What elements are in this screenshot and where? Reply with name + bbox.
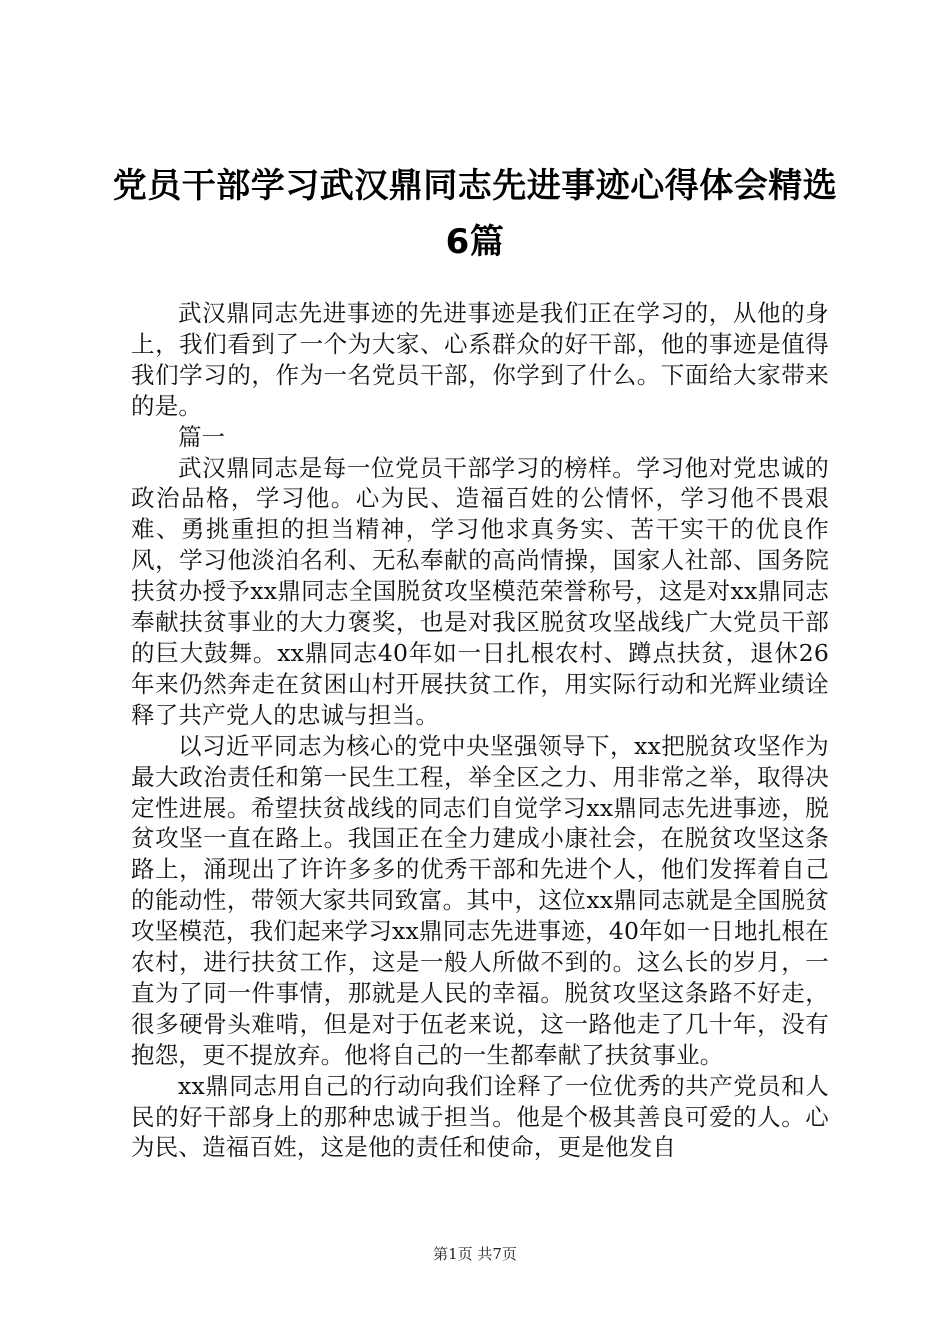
intro-paragraph: 武汉鼎同志先进事迹的先进事迹是我们正在学习的，从他的身上，我们看到了一个为大家、心系群众的好干部，他的事迹是值得我们学习的，作为一名党员干部，你学到了什么。下面给大家带来的是。 xyxy=(131,299,829,420)
body-paragraph: xx鼎同志用自己的行动向我们诠释了一位优秀的共产党员和人民的好干部身上的那种忠诚于担当。他是个极其善良可爱的人。心为民、造福百姓，这是他的责任和使命，更是他发自 xyxy=(131,1071,829,1162)
section-heading: 篇一 xyxy=(178,422,225,451)
body-paragraph: 以习近平同志为核心的党中央坚强领导下，xx把脱贫攻坚作为最大政治责任和第一民生工程，举全区之力、用非常之举，取得决定性进展。希望扶贫战线的同志们自觉学习xx鼎同志先进事迹，脱贫攻坚一直在路上。我国正在全力建成小康社会，在脱贫攻坚这条路上，涌现出了许许多多的优秀干部和先进个人，他们发挥着自己的能动性，带领大家共同致富。其中，这位xx鼎同志就是全国脱贫攻坚模范，我们起来学习xx鼎同志先进事迹，40年如一日地扎根在农村，进行扶贫工作，这是一般人所做不到的。这么长的岁月，一直为了同一件事情，那就是人民的幸福。脱贫攻坚这条路不好走，很多硬骨头难啃，但是对于伍老来说，这一路他走了几十年，没有抱怨，更不提放弃。他将自己的一生都奉献了扶贫事业。 xyxy=(131,731,829,1069)
page-footer: 第1页 共7页 xyxy=(433,1245,517,1263)
document-body xyxy=(131,298,829,1163)
body-paragraph: 武汉鼎同志是每一位党员干部学习的榜样。学习他对党忠诚的政治品格，学习他。心为民、造福百姓的公情怀，学习他不畏艰难、勇挑重担的担当精神，学习他求真务实、苦干实干的优良作风，学习他淡泊名利、无私奉献的高尚情操，国家人社部、国务院扶贫办授予xx鼎同志全国脱贫攻坚模范荣誉称号，这是对xx鼎同志奉献扶贫事业的大力褒奖，也是对我区脱贫攻坚战线广大党员干部的巨大鼓舞。xx鼎同志40年如一日扎根农村、蹲点扶贫，退休26年来仍然奔走在贫困山村开展扶贫工作，用实际行动和光辉业绩诠释了共产党人的忠诚与担当。 xyxy=(131,453,829,729)
document-title: 党员干部学习武汉鼎同志先进事迹心得体会精选6篇 xyxy=(112,166,838,262)
